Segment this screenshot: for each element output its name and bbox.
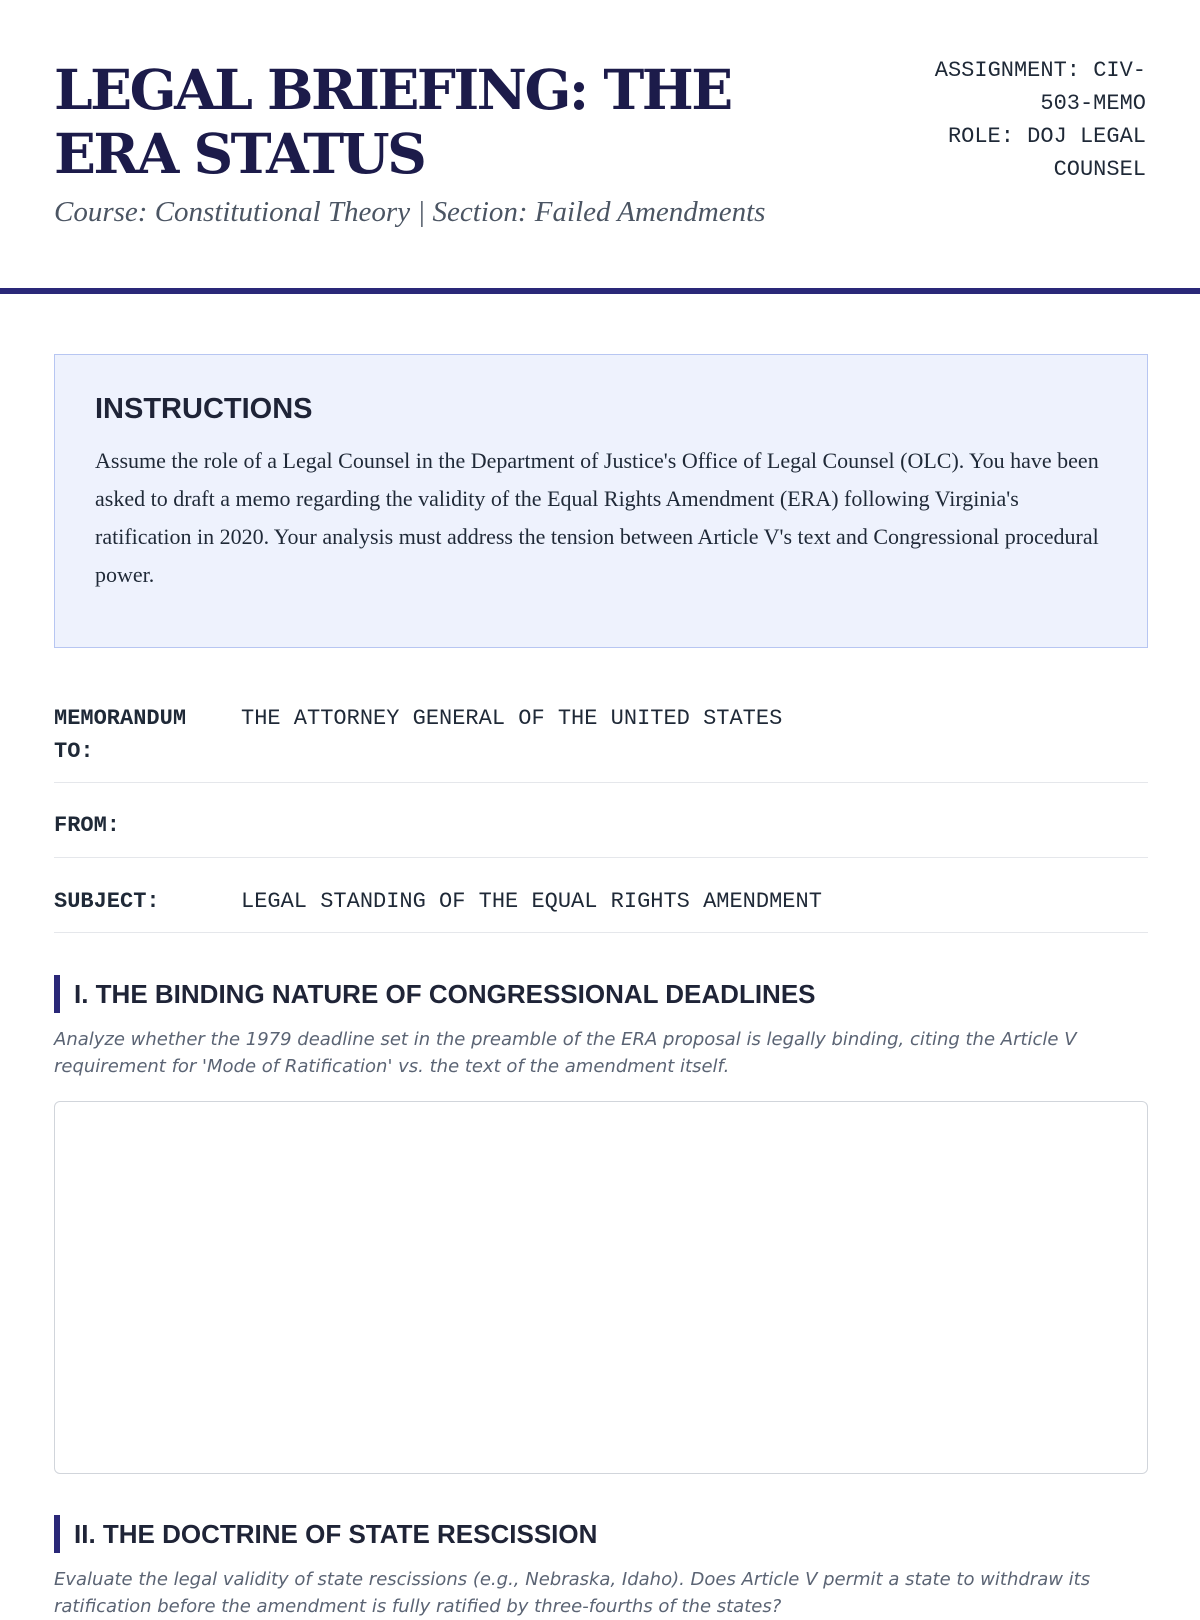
instructions-body: Assume the role of a Legal Counsel in the Department of Justice's Office of Legal Counsel (OLC). You have been asked to draft a memo regarding the validity of the Equal Rights Amendment (ERA) following Virginia's ratification in 2020. Your analysis must address the tension between Article V's text and Congressional procedural power. <box>95 448 1099 587</box>
memo-subject-label: SUBJECT: <box>54 889 160 914</box>
memo-subject-value[interactable]: LEGAL STANDING OF THE EQUAL RIGHTS AMENDMENT <box>241 889 822 914</box>
course-subtitle: Course: Constitutional Theory | Section: Failed Amendments <box>54 196 766 228</box>
memo-subject-row <box>54 885 1148 933</box>
section-1-title: I. THE BINDING NATURE OF CONGRESSIONAL DEADLINES <box>54 975 816 1013</box>
page-header <box>0 0 1200 294</box>
section-2-prompt: Evaluate the legal validity of state rescissions (e.g., Nebraska, Idaho). Does Article V permit a state to withdraw its ratification before the amendment is fully ratified by three-fourths of the states? <box>54 1569 1091 1617</box>
section-2-title: II. THE DOCTRINE OF STATE RESCISSION <box>54 1515 597 1553</box>
instructions-panel <box>54 354 1148 648</box>
role-label: ROLE: DOJ LEGAL COUNSEL <box>947 124 1146 182</box>
memo-to-row <box>54 702 1148 783</box>
assignment-id: ASSIGNMENT: CIV-503-MEMO <box>934 58 1146 116</box>
memo-to-label: MEMORANDUM TO: <box>54 706 187 764</box>
memo-to-value[interactable]: THE ATTORNEY GENERAL OF THE UNITED STATES <box>241 706 783 731</box>
section-1-prompt: Analyze whether the 1979 deadline set in the preamble of the ERA proposal is legally binding, citing the Article V requirement for 'Mode of Ratification' vs. the text of the amendment itself. <box>54 1029 1077 1077</box>
page-title: LEGAL BRIEFING: THE ERA STATUS <box>54 57 731 186</box>
instructions-heading: INSTRUCTIONS <box>95 393 313 425</box>
section-1-answer-input[interactable] <box>54 1101 1148 1474</box>
assignment-meta <box>886 54 1146 186</box>
memo-from-value[interactable] <box>241 809 1121 842</box>
memo-from-label: FROM: <box>54 813 121 838</box>
memo-from-row <box>54 809 1148 858</box>
